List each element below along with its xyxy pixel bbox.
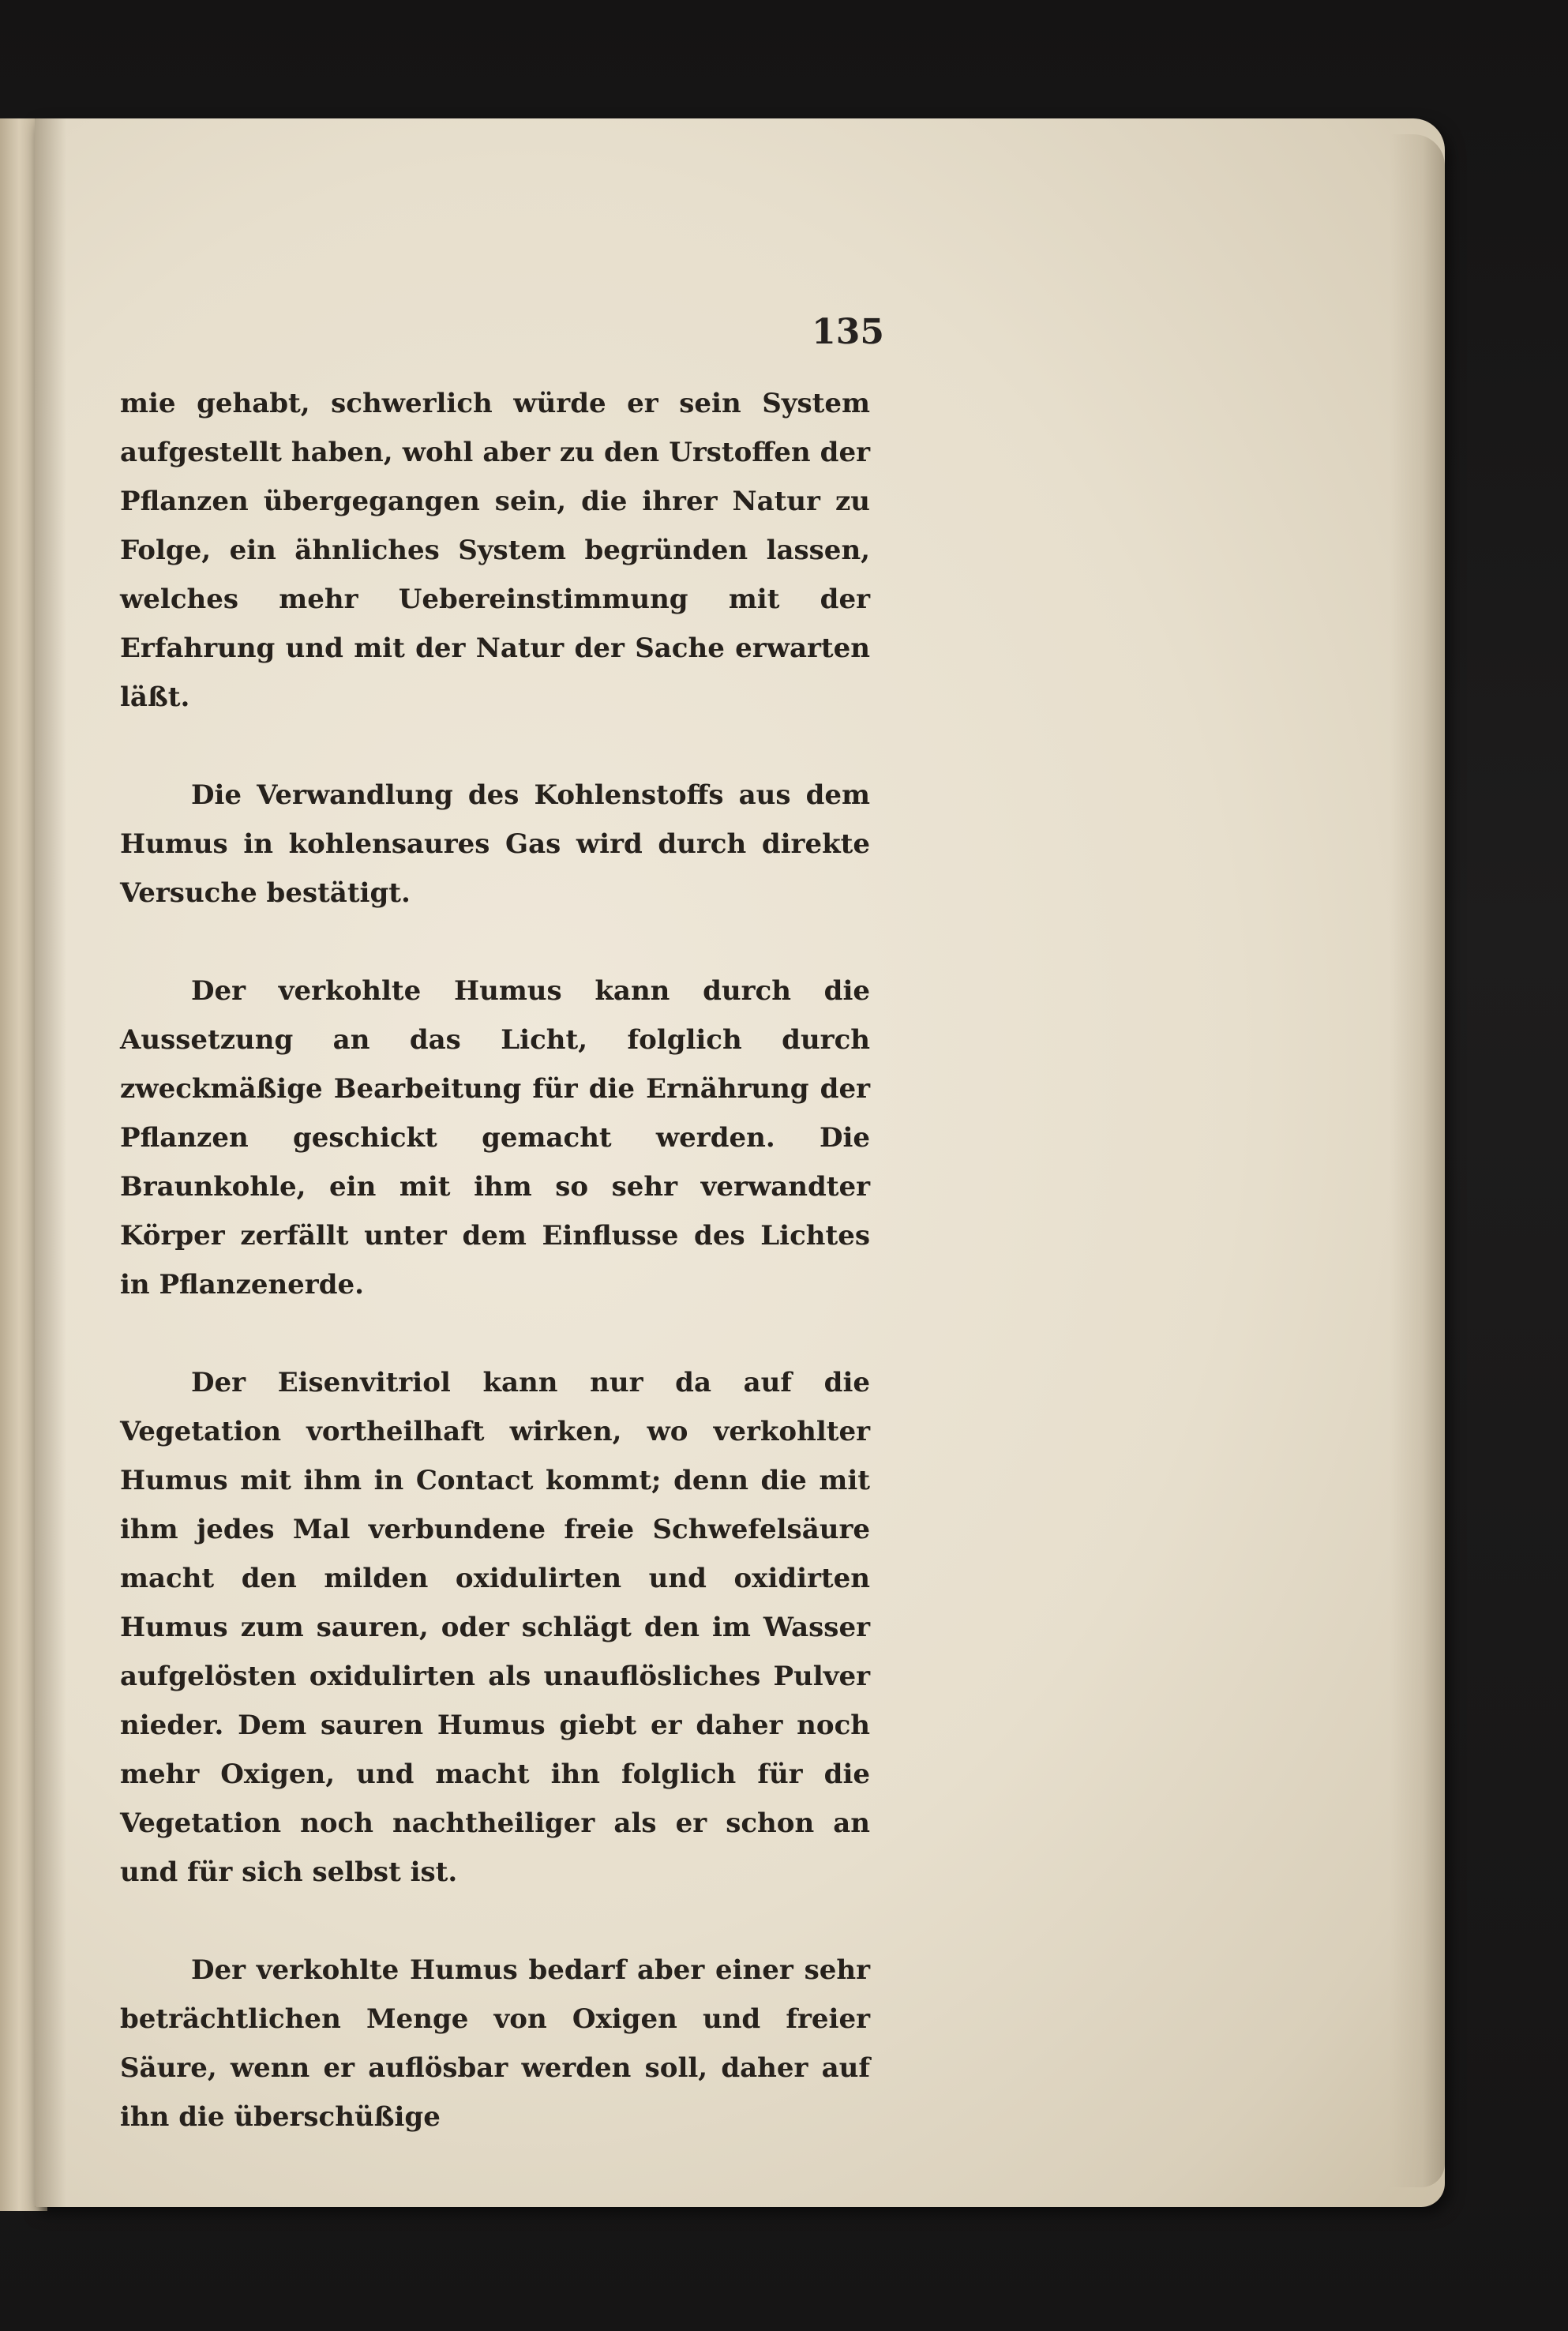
paragraph-4: Der Eisenvitriol kann nur da auf die Vegetation vortheilhaft wirken, wo verkohlter Humus mit ihm in Contact kommt; denn die mit ihm jedes Mal verbundene freie Schwefelsäure macht den milden oxidulirten und oxidirten Humus zum sauren, oder schlägt den im Wasser aufgelösten oxidulirten als unauflösliches Pulver nieder. Dem sauren Humus giebt er daher noch mehr Oxigen, und macht ihn folglich für die Vegetation noch nachtheiliger als er schon an und für sich selbst ist. [120,1367,870,1888]
body-text [120,379,870,2190]
worn-page-edge [1390,134,1445,2187]
paragraph-1: mie gehabt, schwerlich würde er sein System aufgestellt haben, wohl aber zu den Urstoffen der Pflanzen übergegangen sein, die ihrer Natur zu Folge, ein ähnliches System begründen lassen, welches mehr Uebereinstimmung mit der Erfahrung und mit der Natur der Sache erwarten läßt. [120,388,870,713]
paragraph-5: Der verkohlte Humus bedarf aber einer sehr beträchtlichen Menge von Oxigen und freier Säure, wenn er auflösbar werden soll, daher auf ihn die überschüßige [120,1954,870,2133]
paragraph-3: Der verkohlte Humus kann durch die Aussetzung an das Licht, folglich durch zweckmäßige Bearbeitung für die Ernährung der Pflanzen geschickt gemacht werden. Die Braunkohle, ein mit ihm so sehr verwandter Körper zerfällt unter dem Einflusse des Lichtes in Pflanzenerde. [120,975,870,1301]
gutter-shadow [35,118,66,2207]
page-number: 135 [812,312,884,352]
paragraph-2: Die Verwandlung des Kohlenstoffs aus dem Humus in kohlensaures Gas wird durch direkte Versuche bestätigt. [120,779,870,909]
